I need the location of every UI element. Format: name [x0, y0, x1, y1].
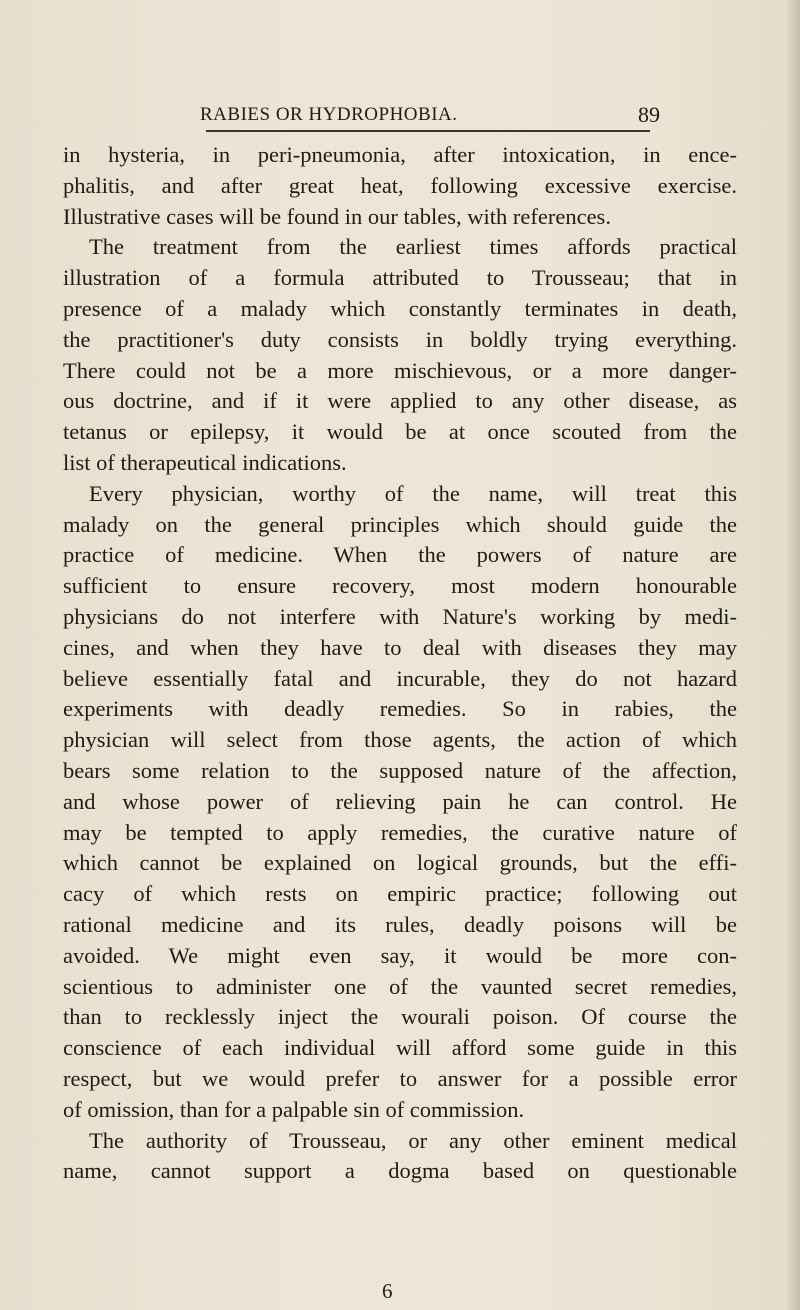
- text-line: illustration of a formula attributed to Trousseau; that in: [63, 265, 737, 291]
- page-number: 89: [638, 102, 660, 127]
- header-rule: [206, 130, 650, 132]
- text-line: which cannot be explained on logical grounds, but the effi-: [63, 850, 737, 876]
- text-line: the practitioner's duty consists in boldly trying everything.: [63, 326, 737, 352]
- running-head: RABIES OR HYDROPHOBIA.: [200, 104, 458, 125]
- text-line: of omission, than for a palpable sin of commission.: [63, 1096, 525, 1122]
- text-line: The authority of Trousseau, or any other eminent medical: [89, 1127, 737, 1153]
- text-line: avoided. We might even say, it would be more con-: [63, 942, 737, 968]
- text-line: believe essentially fatal and incurable, they do not hazard: [63, 665, 737, 691]
- text-line: than to recklessly inject the wourali poison. Of course the: [63, 1004, 737, 1030]
- text-line: may be tempted to apply remedies, the curative nature of: [63, 819, 737, 845]
- text-line: conscience of each individual will afford some guide in this: [63, 1035, 737, 1061]
- text-line: physicians do not interfere with Nature's working by medi-: [63, 603, 737, 629]
- text-line: bears some relation to the supposed nature of the affection,: [63, 757, 737, 783]
- text-line: and whose power of relieving pain he can control. He: [63, 788, 737, 814]
- page-edge-shadow: [786, 0, 800, 1310]
- text-line: rational medicine and its rules, deadly poisons will be: [63, 911, 737, 937]
- text-line: in hysteria, in peri-pneumonia, after intoxication, in ence-: [63, 142, 737, 167]
- text-line: presence of a malady which constantly terminates in death,: [63, 295, 737, 321]
- text-line: malady on the general principles which should guide the: [63, 511, 737, 537]
- text-line: list of therapeutical indications.: [63, 449, 347, 475]
- text-line: phalitis, and after great heat, following excessive exercise.: [63, 172, 737, 198]
- text-line: experiments with deadly remedies. So in rabies, the: [63, 696, 737, 722]
- signature-mark: 6: [382, 1279, 393, 1303]
- text-line: scientious to administer one of the vaunted secret remedies,: [63, 973, 737, 999]
- text-line: Illustrative cases will be found in our tables, with references.: [63, 203, 611, 229]
- text-line: sufficient to ensure recovery, most modern honourable: [63, 573, 737, 599]
- text-line: name, cannot support a dogma based on questionable: [63, 1158, 737, 1184]
- text-line: cines, and when they have to deal with diseases they may: [63, 634, 737, 660]
- text-line: Every physician, worthy of the name, will treat this: [89, 480, 737, 506]
- text-line: cacy of which rests on empiric practice; following out: [63, 881, 737, 907]
- text-line: There could not be a more mischievous, or a more danger-: [63, 357, 737, 383]
- text-line: tetanus or epilepsy, it would be at once scouted from the: [63, 419, 737, 445]
- text-line: ous doctrine, and if it were applied to any other disease, as: [63, 388, 737, 414]
- text-line: practice of medicine. When the powers of nature are: [63, 542, 737, 568]
- text-line: The treatment from the earliest times affords practical: [89, 234, 737, 260]
- body-text: [63, 140, 737, 1187]
- text-line: respect, but we would prefer to answer for a possible error: [63, 1065, 737, 1091]
- text-line: physician will select from those agents, the action of which: [63, 727, 737, 753]
